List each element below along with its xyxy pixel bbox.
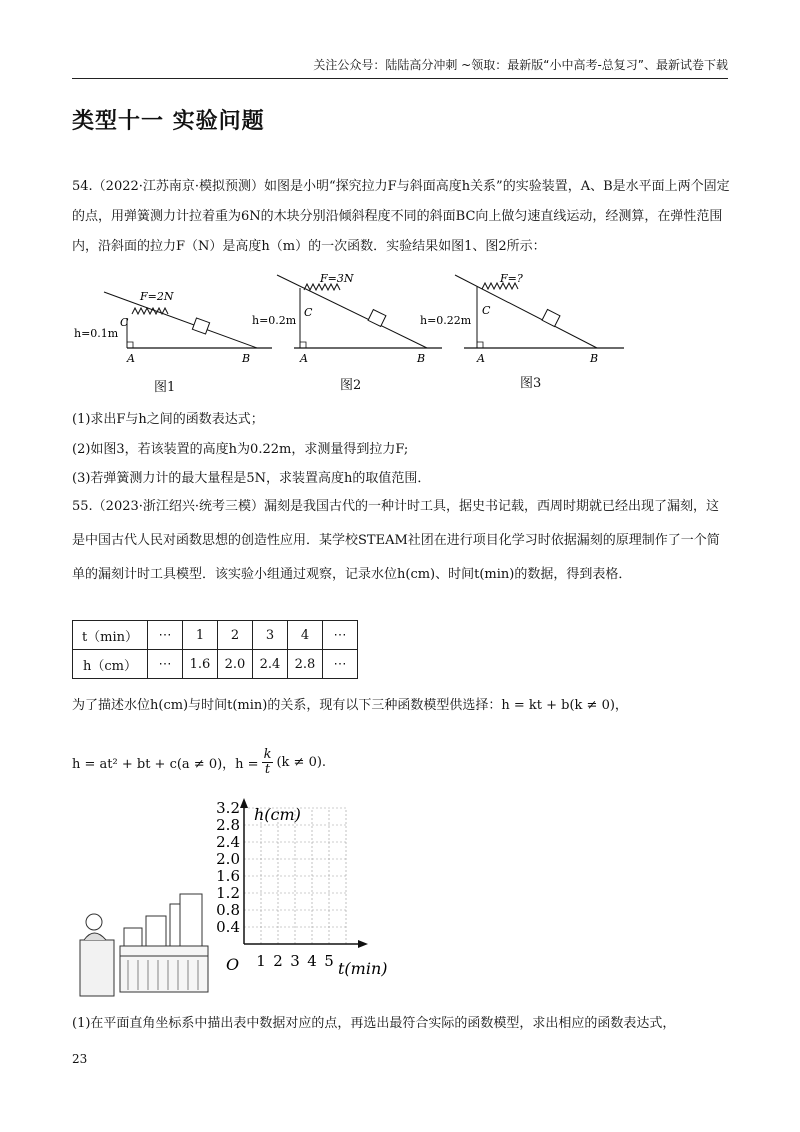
table-row (73, 621, 358, 650)
y-tick-labels (216, 799, 240, 936)
fig3-b-label: B (590, 352, 599, 365)
fig2-a-label: A (300, 352, 308, 365)
y-tick-label: 0.8 (216, 901, 240, 919)
y-tick-label: 1.6 (216, 867, 240, 885)
grid-lines (244, 808, 346, 944)
models-text-a: h = at² + bt + c(a ≠ 0)，h = (72, 757, 259, 772)
q54-part3: (3)若弹簧测力计的最大量程是5N，求装置高度h的取值范围． (72, 471, 431, 486)
clepsydra-illustration (72, 870, 212, 1000)
y-tick-label: 0.4 (216, 918, 240, 936)
table-cell: 1 (183, 621, 218, 650)
fig3-a-label: A (477, 352, 485, 365)
section-title: 类型十一 实验问题 (72, 109, 265, 134)
fig2-force-label: F=3N (320, 272, 354, 285)
q55-models-line2 (72, 748, 326, 777)
fraction-numerator: k (263, 747, 272, 762)
y-tick-label: 3.2 (216, 799, 240, 817)
fraction-denominator: t (264, 762, 271, 777)
fraction-k-over-t (262, 748, 274, 777)
fig1-a-label: A (127, 352, 135, 365)
figure-1 (74, 290, 272, 365)
table-cell: ⋯ (148, 621, 183, 650)
q54-figures (72, 270, 632, 390)
fig3-c-label: C (482, 304, 491, 317)
x-tick-label: 2 (273, 952, 283, 970)
fig3-force-label: F=? (500, 272, 523, 285)
fig2-height-label: h=0.2m (252, 314, 297, 327)
fig2-caption: 图2 (340, 378, 362, 393)
table-cell: 2 (218, 621, 253, 650)
table-cell: h（cm） (73, 650, 148, 679)
q54-intro: 54.（2022·江苏南京·模拟预测）如图是小明“探究拉力F与斜面高度h关系”的实验装置，A、B是水平面上两个固定的点，用弹簧测力计拉着重为6N的木块分别沿倾斜程度不同的斜面BC向上做匀速直线运动，经测算，在弹性范围内，沿斜面的拉力F（N）是高度h（m）的一次函数．实验结果如图1、图2所示： (72, 179, 730, 254)
figure-3 (420, 272, 624, 365)
x-tick-label: 3 (290, 952, 300, 970)
y-axis-label: h(cm) (254, 805, 301, 824)
x-tick-label: 4 (307, 952, 317, 970)
q55-data-table (72, 620, 358, 679)
q55-coordinate-grid (214, 798, 394, 980)
table-cell: 3 (253, 621, 288, 650)
fig1-caption: 图1 (154, 380, 176, 395)
y-tick-label: 2.8 (216, 816, 240, 834)
y-axis-arrow (240, 798, 248, 808)
x-axis-arrow (358, 940, 368, 948)
fig1-b-label: B (242, 352, 251, 365)
page-number: 23 (72, 1052, 88, 1066)
table-cell: ⋯ (323, 650, 358, 679)
table-cell: ⋯ (323, 621, 358, 650)
figure-2 (252, 272, 442, 365)
y-tick-label: 2.0 (216, 850, 240, 868)
x-tick-labels (256, 952, 334, 970)
x-tick-label: 1 (256, 952, 266, 970)
table-cell: 4 (288, 621, 323, 650)
q55-intro: 55.（2023·浙江绍兴·统考三模）漏刻是我国古代的一种计时工具，据史书记载，西周时期就已经出现了漏刻，这是中国古代人民对函数思想的创造性应用．某学校STEAM社团在进行项目化学习时依据漏刻的原理制作了一个简单的漏刻计时工具模型．该实验小组通过观察，记录水位h(cm)、时间t(min)的数据，得到表格． (72, 499, 720, 582)
x-tick-label: 5 (324, 952, 334, 970)
page-header: 关注公众号：陆陆高分冲刺 ~领取：最新版“小中高考-总复习”、最新试卷下载 (72, 56, 728, 79)
fig2-c-label: C (304, 306, 313, 319)
table-cell: 1.6 (183, 650, 218, 679)
fig3-height-label: h=0.22m (420, 314, 472, 327)
x-axis-label: t(min) (338, 959, 388, 978)
q54-part1: (1)求出F与h之间的函数表达式； (72, 412, 264, 427)
table-cell: 2.4 (253, 650, 288, 679)
fig1-c-label: C (120, 316, 129, 329)
fig1-force-label: F=2N (140, 290, 174, 303)
q54-part2: (2)如图3，若该装置的高度h为0.22m，求测量得到拉力F; (72, 442, 409, 457)
table-cell: ⋯ (148, 650, 183, 679)
origin-label: O (226, 955, 240, 974)
models-text-b: (k ≠ 0). (276, 755, 327, 770)
fig3-caption: 图3 (520, 376, 542, 391)
table-cell: 2.0 (218, 650, 253, 679)
q55-models-line1: 为了描述水位h(cm)与时间t(min)的关系，现有以下三种函数模型供选择：h = kt + b(k ≠ 0)， (72, 698, 628, 713)
y-tick-label: 1.2 (216, 884, 240, 902)
table-cell: 2.8 (288, 650, 323, 679)
table-cell: t（min） (73, 621, 148, 650)
q55-part1: (1)在平面直角坐标系中描出表中数据对应的点，再选出最符合实际的函数模型，求出相应的函数表达式， (72, 1016, 676, 1031)
fig1-height-label: h=0.1m (74, 327, 119, 340)
fig2-b-label: B (417, 352, 426, 365)
y-tick-label: 2.4 (216, 833, 240, 851)
table-row (73, 650, 358, 679)
